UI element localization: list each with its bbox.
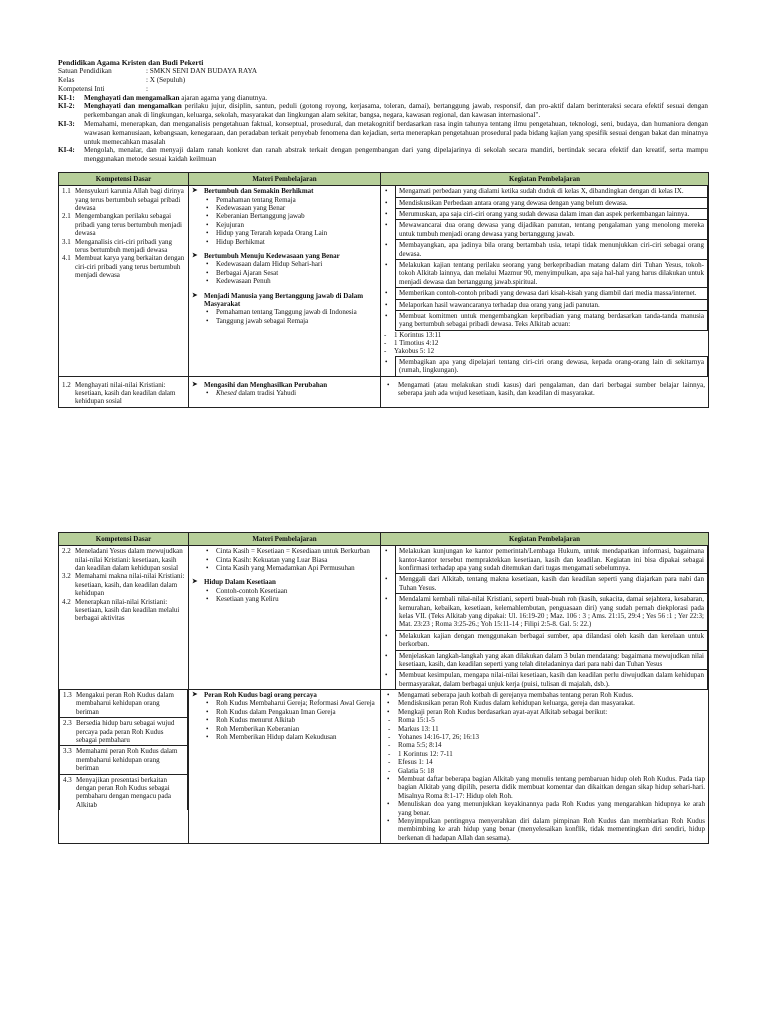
table-row — [59, 376, 709, 407]
curriculum-table-1 — [58, 172, 709, 408]
list-item: • Cinta Kasih yang Memadamkan Api Permusuhan — [216, 564, 377, 572]
list-item: • Cinta Kasih: Kekuatan yang Luar Biasa — [216, 556, 377, 564]
list-item: • Mengamati seberapa jauh kotbah di gerejanya membahas tentang peran Roh Kudus. — [398, 691, 705, 699]
kegiatan-list — [384, 546, 705, 689]
list-item: • Membuat daftar beberapa bagian Alkitab yang menulis tentang pembaruan hidup oleh Roh Kudus. Pada tiap bagian Alkitab yang dipilih, peserta didik membuat komentar dan dikaitkan dengan sikap hidup sehari-hari. Misalnya Roma 8:1-17: Hidup oleh Roh. — [398, 775, 705, 800]
materi-heading: ➤ Peran Roh Kudus bagi orang percaya — [192, 691, 317, 700]
kegiatan-list — [384, 775, 705, 842]
kegiatan-cell — [381, 376, 709, 407]
arrow-bullet-icon: ➤ — [192, 691, 198, 699]
kd-item: 1.2 Menghayati nilai-nilai Kristiani: kesetiaan, kasih dan keadilan dalam kehidupan sosial — [62, 380, 176, 406]
list-item: • Roh Kudus Membaharui Gereja; Reformasi Awal Gereja — [216, 699, 377, 707]
list-item: • Membuat kesimpulan, mengapa nilai-nilai kesetiaan, kasih dan keadilan perlu diwujudkan dalam kehidupan bermasyarakat, dalam berbagai unjuk kerja (puisi, tulisan di majalah, dsb.). — [395, 670, 708, 689]
list-item: - Galatia 5: 18 — [398, 767, 705, 775]
materi-heading: ➤ Bertumbuh Menuju Kedewasaan yang Benar — [192, 251, 340, 260]
kd-cell — [59, 546, 189, 690]
materi-heading: ➤ Mengasihi dan Menghasilkan Perubahan — [192, 380, 328, 389]
table-row — [59, 546, 709, 690]
kd-cell — [59, 376, 189, 407]
materi-list — [192, 699, 377, 741]
table-row — [59, 690, 709, 844]
list-item: • Menuliskan doa yang menunjukkan keyakinannya pada Roh Kudus yang mengarahkan hidupnya ke arah yang benar. — [398, 800, 705, 817]
list-item: • Membayangkan, apa jadinya bila orang bertambah usia, tetapi tidak menunjukkan ciri-ciri sebagai orang dewasa. — [395, 240, 708, 260]
list-item: • Keberanian Bertanggung jawab — [216, 212, 377, 220]
kd-cell — [59, 186, 189, 376]
materi-cell — [189, 690, 381, 844]
kegiatan-cell — [381, 546, 709, 690]
list-item: • Pemahaman tentang Tanggung jawab di Indonesia — [216, 308, 377, 316]
materi-list — [192, 547, 377, 572]
list-item: - 1 Timotius 4:12 — [394, 339, 705, 347]
list-item: • Kesetiaan yang Keliru — [216, 595, 377, 603]
materi-list — [192, 587, 377, 604]
list-item: - 1 Korintus 13:11 — [394, 331, 705, 339]
list-item: • Mewawancarai dua orang dewasa yang dijadikan panutan, tentang pengalaman yang menolong mereka untuk tumbuh menjadi orang dewasa yang bertanggung jawab. — [395, 220, 708, 240]
list-item: - Yohanes 14:16-17, 26; 16:13 — [398, 733, 705, 741]
list-item: • Tanggung jawab sebagai Remaja — [216, 317, 377, 325]
list-item: • Roh Kudus dalam Pengakuan Iman Gereja — [216, 708, 377, 716]
curriculum-table-2 — [58, 532, 709, 844]
kd-item: 3.2 Memahami makna nilai-nilai Kristiani: kesetiaan, kasih, dan keadilan dalam kehidupan — [62, 572, 185, 598]
list-item: • Khesed dalam tradisi Yahudi — [216, 389, 377, 397]
meta-row: Kelas : X (Sepuluh) — [58, 76, 186, 85]
kd-item: 2.1 Mengembangkan perilaku sebagai pribadi yang terus bertumbuh menjadi dewasa — [62, 212, 182, 238]
ki-1: KI-1: Menghayati dan mengamalkan ajaran agama yang dianutnya. — [58, 93, 268, 102]
reference-list — [384, 716, 705, 775]
ki-4: KI-4: Mengolah, menalar, dan menyaji dalam ranah konkret dan ranah abstrak terkait dengan pengembangan dari yang dipelajarinya di sekolah secara mandiri, bertindak secara efektif dan kreatif, serta mampu menggunakan metode sesuai kaidah keilmuan — [58, 146, 708, 164]
arrow-bullet-icon: ➤ — [192, 251, 198, 259]
kegiatan-list — [384, 356, 705, 376]
list-item: • Merumuskan, apa saja ciri-ciri orang yang sudah dewasa dalam iman dan aspek perkembangan lainnya. — [395, 209, 708, 220]
materi-heading: ➤ Menjadi Manusia yang Bertanggung jawab di Dalam Masyarakat — [192, 291, 364, 308]
column-header-kd: Kompetensi Dasar — [59, 172, 189, 185]
materi-heading: ➤ Bertumbuh dan Semakin Berhikmat — [192, 187, 314, 196]
list-item: • Pemahaman tentang Remaja — [216, 196, 377, 204]
list-item: • Kedewasaan Penuh — [216, 277, 377, 285]
table-header-row — [59, 172, 709, 185]
arrow-bullet-icon: ➤ — [192, 578, 198, 586]
reference-list — [384, 331, 705, 356]
list-item: • Mengamati perbedaan yang dialami ketika sudah duduk di kelas X, dibandingkan dengan di kelas IX. — [395, 186, 708, 197]
kd-item: 1.1 Mensyukuri karunia Allah bagi dirinya yang terus bertumbuh sebagai pribadi dewasa — [62, 187, 184, 213]
kd-item: 3.3 Memahami peran Roh Kudus dalam membaharui kehidupan orang beriman — [59, 746, 188, 774]
list-item: - Efesus 1: 14 — [398, 758, 705, 766]
list-item: - Roma 15:1-5 — [398, 716, 705, 724]
list-item: • Roh Kudus menurut Alkitab — [216, 716, 377, 724]
list-item: • Kedewasaan yang Benar — [216, 204, 377, 212]
kd-item: 2.3 Bersedia hidup baru sebagai wujud percaya pada peran Roh Kudus sebagai pembaharu — [59, 718, 188, 746]
kd-item: 4.3 Menyajikan presentasi berkaitan dengan peran Roh Kudus sebagai pembaharu dengan mengacu pada Alkitab — [59, 775, 188, 811]
materi-cell — [189, 186, 381, 376]
table-row — [59, 186, 709, 376]
list-item: • Roh Memberikan Hidup dalam Kekudusan — [216, 733, 377, 741]
list-item: • Kejujuran — [216, 221, 377, 229]
kd-item: 4.2 Menerapkan nilai-nilai Kristiani: kesetiaan, kasih dan keadilan melalui berbagai aktivitas — [62, 597, 180, 623]
list-item: • Menyimpulkan pentingnya menyerahkan diri dalam pimpinan Roh Kudus dan membiarkan Roh Kudus membimbing ke arah hidup yang benar (menyelesaikan konflik, tidak mementingkan diri sendiri, hidup berkenan di hadapan Allah dan sesama). — [398, 817, 705, 842]
list-item: • Melakukan kunjungan ke kantor pemerintah/Lembaga Hukum, untuk mendapatkan informasi, bagaimana kantor-kantor tersebut mempraktekkan kesetiaan, kasih dan keadilan. Kegiatan ini bisa dipakai sebagai konfirmasi terhadap apa yang sudah ditemukan dari tugas mengamati sebelumnya. — [395, 546, 708, 574]
list-item: • Mendiskusikan Perbedaan antara orang yang dewasa dengan yang belum dewasa. — [395, 198, 708, 209]
list-item: • Mengamati (atau melakukan studi kasus) dari pengalaman, dan dari berbagai sumber belajar lainnya, seberapa jauh ada wujud kesetiaan, kasih, dan keadilan di masyarakat. — [398, 381, 705, 398]
list-item: • Kedewasaan dalam Hidup Sehari-hari — [216, 260, 377, 268]
materi-list — [192, 196, 377, 246]
column-header-kegiatan: Kegiatan Pembelajaran — [381, 172, 709, 185]
materi-list — [192, 389, 377, 397]
materi-cell — [189, 546, 381, 690]
materi-list — [192, 308, 377, 325]
column-header-materi: Materi Pembelajaran — [189, 172, 381, 185]
list-item: - Yakobus 5: 12 — [394, 347, 705, 355]
list-item: • Memberikan contoh-contoh pribadi yang dewasa dari kisah-kisah yang diambil dari media massa/internet. — [395, 288, 708, 299]
list-item: • Menggali dari Alkitab, tentang makna kesetiaan, kasih dan keadilan seperti yang diajarkan para nabi dan Tuhan Yesus. — [395, 574, 708, 594]
column-header-kegiatan: Kegiatan Pembelajaran — [381, 532, 709, 545]
list-item: • Melakukan kajian dengan menggunakan berbagai sumber, apa dilandasi oleh kasih dan kerelaan untuk berkorban. — [395, 631, 708, 651]
list-item: • Membagikan apa yang dipelajari tentang ciri-ciri orang dewasa, kepada orang-orang lain di sekitarnya (rumah, lingkungan). — [395, 356, 708, 376]
kegiatan-cell — [381, 186, 709, 376]
materi-cell — [189, 376, 381, 407]
list-item: - Markus 13: 11 — [398, 725, 705, 733]
table-header-row — [59, 532, 709, 545]
kd-item: 1.3 Mengakui peran Roh Kudus dalam membaharui kehidupan orang beriman — [59, 690, 188, 718]
list-item: - Roma 5:5; 8:14 — [398, 741, 705, 749]
list-item: • Melakukan kajian tentang perilaku seorang yang berkepribadian matang dalam diri Tuhan Yesus, tokoh-tokoh Alkitab lainnya, dan melalui Mazmur 90, menyimpulkan, apa saja hal-hal yang harus dilakukan untuk menjadi dewasa dan bertanggung jawab.spiritual. — [395, 260, 708, 288]
arrow-bullet-icon: ➤ — [192, 187, 198, 195]
list-item: • Hidup yang Terarah kepada Orang Lain — [216, 229, 377, 237]
column-header-materi: Materi Pembelajaran — [189, 532, 381, 545]
list-item: • Mendalami kembali nilai-nilai Kristiani, seperti buah-buah roh (kasih, sukacita, damai sejahtera, kesabaran, kemurahan, kebaikan, kesetiaan, kelemahlembutan, penguasaan diri) yang sudah pernah diekplorasi pada kelas VII. (Teks Alkitab yang dipakai: Ul. 16:19-20 ; Maz. 106 : 3 ; Ams. 21:15, 29:4 ; Yes 56 :1 ; Yer 22:3; Mat. 23:23 ; Roma 3:25-26.; Yoh 15:11-14 ; Filipi 2:5-8. Gal. 5: 22.) — [395, 594, 708, 631]
kegiatan-list — [384, 186, 705, 330]
meta-row: Satuan Pendidikan : SMKN SENI DAN BUDAYA RAYA — [58, 67, 258, 76]
list-item: • Mengkaji peran Roh Kudus berdasarkan ayat-ayat Alkitab sebagai berikut: — [398, 708, 705, 716]
arrow-bullet-icon: ➤ — [192, 380, 198, 388]
document-page — [58, 58, 708, 844]
list-item: • Roh Memberikan Keberanian — [216, 725, 377, 733]
list-item: • Membuat komitmen untuk mengembangkan kepribadian yang matang berdasarkan tanda-tanda manusia yang bertumbuh sebagai pribadi dewasa. Teks Alkitab acuan: — [395, 311, 708, 331]
list-item: • Melaporkan hasil wawancaranya terhadap dua orang yang jadi panutan. — [395, 300, 708, 311]
list-item: • Contoh-contoh Kesetiaan — [216, 587, 377, 595]
kd-item: 2.2 Meneladani Yesus dalam mewujudkan nilai-nilai Kristiani: kesetiaan, kasih dan keadilan dalam kehidupan sosial — [62, 547, 183, 572]
meta-row: Kompetensi Inti : — [58, 84, 148, 93]
list-item: • Cinta Kasih = Kesetiaan = Kesediaan untuk Berkurban — [216, 547, 377, 555]
kd-item: 3.1 Menganalisis ciri-ciri pribadi yang terus bertumbuh menjadi dewasa — [62, 237, 172, 254]
document-title: Pendidikan Agama Kristen dan Budi Pekerti — [58, 58, 204, 67]
materi-list — [192, 260, 377, 285]
kd-cell — [59, 690, 189, 844]
materi-heading: ➤ Hidup Dalam Kesetiaan — [192, 578, 276, 587]
list-item: - 1 Korintus 12: 7-11 — [398, 750, 705, 758]
list-item: • Hidup Berhikmat — [216, 238, 377, 246]
arrow-bullet-icon: ➤ — [192, 291, 198, 299]
kegiatan-list — [384, 691, 705, 716]
list-item: • Menjelaskan langkah-langkah yang akan dilakukan dalam 3 bulan mendatang: bagaimana mewujudkan nilai kesetiaan, kasih, dan keadilan seperti yang telah diteladaninya dari para nabi dan Tuhan Yesus — [395, 651, 708, 671]
list-item: • Mendiskusikan peran Roh Kudus dalam kehidupan keluarga, gereja dan masyarakat. — [398, 699, 705, 707]
kd-item: 4.1 Membuat karya yang berkaitan dengan ciri-ciri pribadi yang terus bertumbuh menjadi dewasa — [62, 254, 185, 280]
kegiatan-cell — [381, 690, 709, 844]
column-header-kd: Kompetensi Dasar — [59, 532, 189, 545]
ki-3: KI-3: Memahami, menerapkan, dan menganalisis pengetahuan faktual, konseptual, prosedural, dan metakognitif berdasarkan rasa ingin tahunya tentang ilmu pengetahuan, teknologi, seni, budaya, dan humaniora dengan wawasan kemanusiaan, kebangsaan, kenegaraan, dan peradaban terkait penyebab fenomena dan kejadian, serta menerapkan pengetahuan prosedural pada bidang kajian yang spesifik sesuai dengan bakat dan minatnya untuk memecahkan masalah — [58, 119, 708, 146]
ki-2: KI-2: Menghayati dan mengamalkan perilaku jujur, disiplin, santun, peduli (gotong royong, kerjasama, toleran, damai), bertanggung jawab, responsif, dan pro-aktif dalam berinteraksi secara efektif sesuai dengan perkembangan anak di lingkungan, keluarga, sekolah, masyarakat dan lingkungan alam sekitar, bangsa, negara, kawasan regional, dan kawasan internasional". — [58, 102, 708, 120]
kegiatan-list — [384, 381, 705, 398]
list-item: • Berbagai Ajaran Sesat — [216, 269, 377, 277]
